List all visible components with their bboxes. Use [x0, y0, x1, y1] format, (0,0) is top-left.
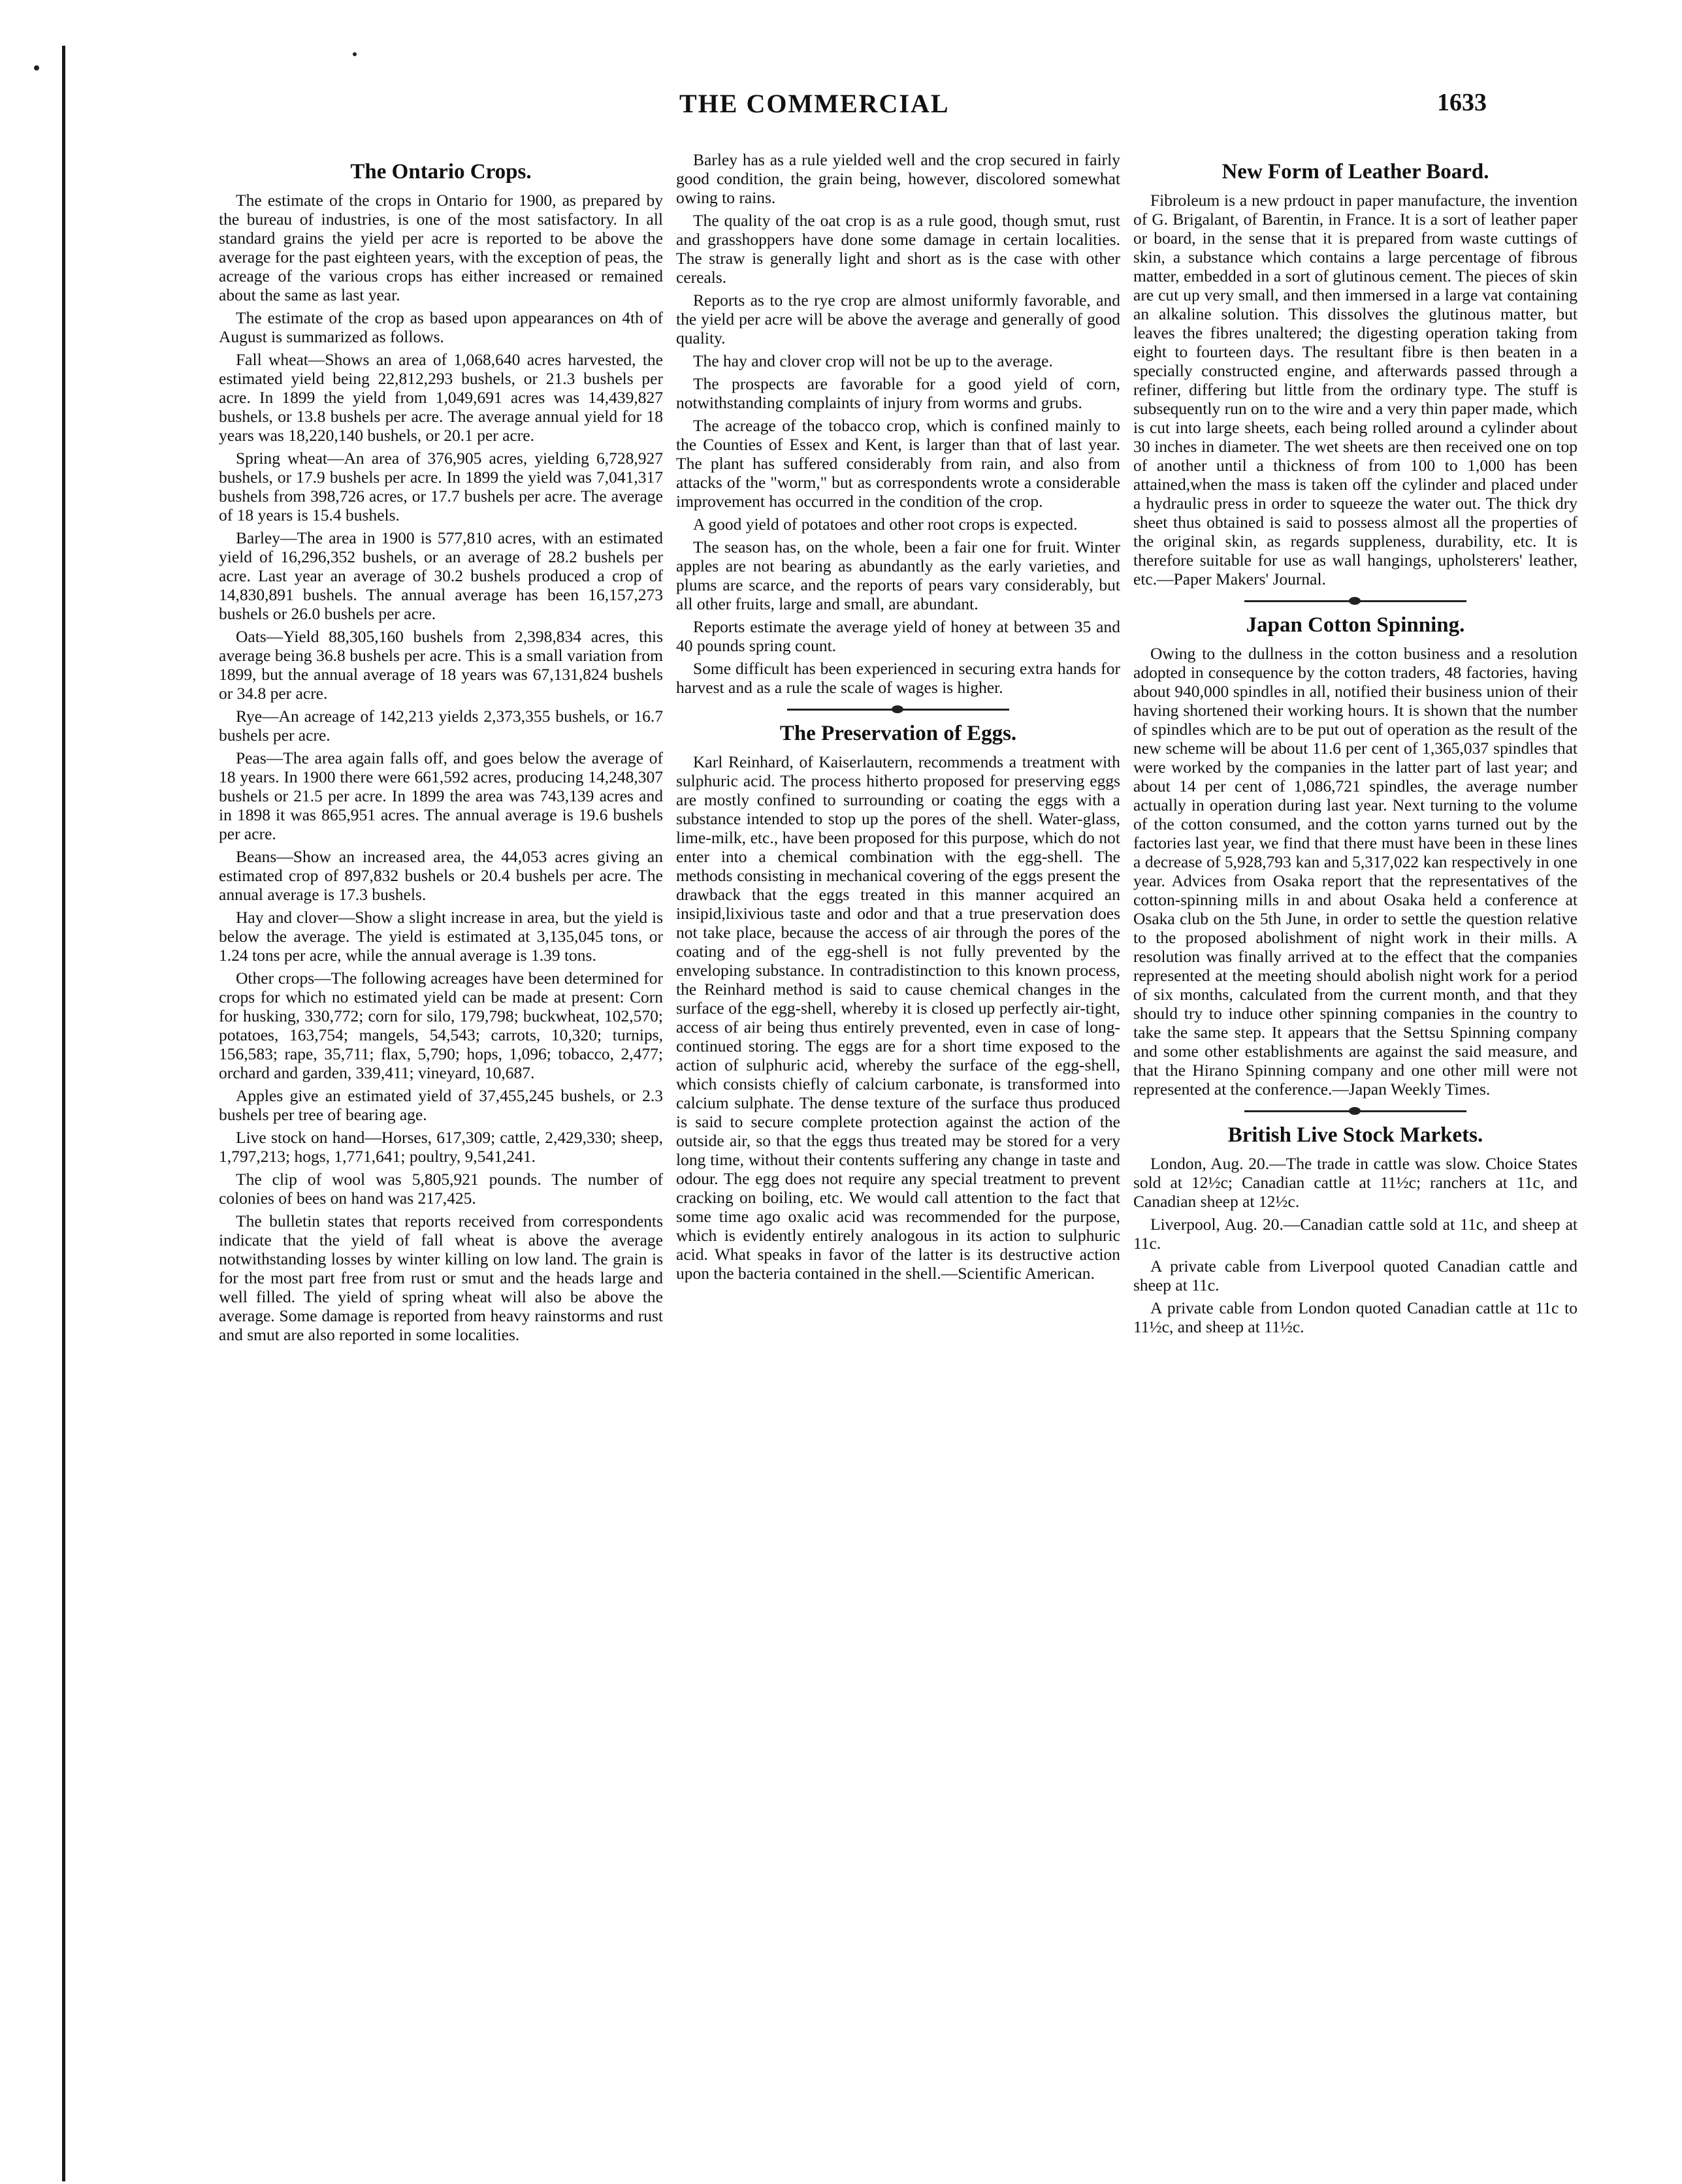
- page-header: [0, 88, 1682, 127]
- column-2: [676, 150, 1120, 1287]
- article-body: [219, 191, 663, 1344]
- paragraph: Peas—The area again falls off, and goes below the average of 18 years. In 1900 there were 661,592 acres, producing 14,248,307 bushels or 21.5 per acre. In 1899 the area was 743,139 acres and in 1898 it was 865,951 acres. The annual average is 19.6 bushels per acre.: [219, 748, 663, 843]
- paragraph: Fall wheat—Shows an area of 1,068,640 acres harvested, the estimated yield being 22,812,293 bushels, or 21.3 bushels per acre. In 1899 the yield from 1,049,691 acres was 14,439,827 bushels, or 13.8 bushels per acre. The average annual yield for 18 years was 18,220,140 bushels, or 20.1 per acre.: [219, 350, 663, 445]
- paragraph: Reports estimate the average yield of honey at between 35 and 40 pounds spring count.: [676, 617, 1120, 655]
- paragraph: A private cable from Liverpool quoted Canadian cattle and sheep at 11c.: [1133, 1257, 1577, 1294]
- paragraph: Hay and clover—Show a slight increase in area, but the yield is below the average. The yield is estimated at 3,135,045 tons, or 1.24 tons per acre, while the annual average is 1.39 tons.: [219, 908, 663, 965]
- paragraph: The hay and clover crop will not be up to the average.: [693, 351, 1053, 370]
- column-3: [1133, 150, 1577, 1340]
- paragraph: Fibroleum is a new prdouct in paper manufacture, the invention of G. Brigalant, of Barentin, in France. It is a sort of leather paper or board, in the sense that it is prepared from waste cuttings of skin, a substance which contains a large percentage of fibrous matter, embedded in a sort of glutinous cement. The pieces of skin are cut up very small, and then immersed in a large vat containing an alkaline solution. This dissolves the glutinous matter, but leaves the fibres unaltered; the digesting operation taking from eight to fourteen days. The resultant fibre is then beaten in a specially constructed engine, and afterwards passed through a refiner, differing but little from the ordinary type. The stuff is subsequently run on to the wire and a very thin paper made, which is cut into large sheets, each being rolled around a cylinder about 30 inches in diameter. The wet sheets are then received one on top of another until a thickness of from 100 to 1,000 has been attained,when the mass is taken off the cylinder and placed under a hydraulic press in order to squeeze the water out. The thick dry sheet thus obtained is said to possess almost all the properties of the original skin, as regards suppleness, durability, etc. It is therefore suitable for use as wall hangings, upholsterers' leather, etc.—Paper Makers' Journal.: [1133, 191, 1577, 588]
- article-heading: New Form of Leather Board.: [1221, 160, 1489, 184]
- article-heading: The Preservation of Eggs.: [779, 722, 1017, 745]
- page-number: 1633: [1437, 89, 1487, 116]
- paragraph: Liverpool, Aug. 20.—Canadian cattle sold at 11c, and sheep at 11c.: [1133, 1215, 1577, 1253]
- article-body: [676, 752, 1120, 1283]
- article-heading: British Live Stock Markets.: [1227, 1123, 1483, 1147]
- paragraph: The estimate of the crop as based upon appearances on 4th of August is summarized as follows.: [219, 308, 663, 346]
- publication-title: THE COMMERCIAL: [679, 89, 950, 118]
- binding-edge-rule: [62, 46, 65, 2181]
- article-body: [676, 150, 1120, 697]
- article-heading: Japan Cotton Spinning.: [1246, 613, 1465, 637]
- paragraph: The acreage of the tobacco crop, which is confined mainly to the Counties of Essex and Kent, is larger than that of last year. The plant has suffered considerably from rain, and also from attacks of the "worm," but as correspondents wrote a considerable improvement has occurred in the condition of the crop.: [676, 416, 1120, 511]
- paragraph: The clip of wool was 5,805,921 pounds. The number of colonies of bees on hand was 217,425.: [219, 1170, 663, 1208]
- paragraph: Other crops—The following acreages have been determined for crops for which no estimated yield can be made at present: Corn for husking, 330,772; corn for silo, 179,798; buckwheat, 102,570; potatoes, 163,754; mangels, 54,543; carrots, 10,320; turnips, 156,583; rape, 35,711; flax, 5,790; hops, 1,096; tobacco, 2,477; orchard and garden, 339,411; vineyard, 10,687.: [219, 969, 663, 1082]
- paragraph: The estimate of the crops in Ontario for 1900, as prepared by the bureau of industries, is one of the most satisfactory. In all standard grains the yield per acre is reported to be above the average for the past eighteen years, with the exception of peas, the acreage of the various crops has either increased or remained about the same as last year.: [219, 191, 663, 304]
- article-body: [1133, 644, 1577, 1099]
- print-speck: [34, 65, 39, 71]
- article-heading: The Ontario Crops.: [350, 160, 532, 184]
- paragraph: The prospects are favorable for a good yield of corn, notwithstanding complaints of injury from worms and grubs.: [676, 374, 1120, 412]
- section-divider: [787, 709, 1009, 711]
- paragraph: A good yield of potatoes and other root crops is expected.: [693, 515, 1078, 534]
- section-divider: [1244, 600, 1466, 602]
- paragraph: A private cable from London quoted Canadian cattle at 11c to 11½c, and sheep at 11½c.: [1133, 1298, 1577, 1336]
- paragraph: Beans—Show an increased area, the 44,053 acres giving an estimated crop of 897,832 bushels or 20.4 bushels per acre. The annual average is 17.3 bushels.: [219, 847, 663, 904]
- paragraph: The bulletin states that reports received from correspondents indicate that the yield of fall wheat is above the average notwithstanding losses by winter killing on low land. The grain is for the most part free from rust or smut and the heads large and well filled. The yield of spring wheat will also be above the average. Some damage is reported from heavy rainstorms and rust and smut are also reported in some localities.: [219, 1212, 663, 1344]
- paragraph: London, Aug. 20.—The trade in cattle was slow. Choice States sold at 12½c; Canadian cattle at 11½c; ranchers at 11c, and Canadian sheep at 12½c.: [1133, 1154, 1577, 1211]
- paragraph: Spring wheat—An area of 376,905 acres, yielding 6,728,927 bushels, or 17.9 bushels per acre. In 1899 the yield was 7,041,317 bushels from 398,726 acres, or 17.7 bushels per acre. The average of 18 years is 15.4 bushels.: [219, 449, 663, 524]
- paragraph: Owing to the dullness in the cotton business and a resolution adopted in consequence by the cotton traders, 48 factories, having about 940,000 spindles in all, notified their business union of their having shortened their working hours. It is shown that the number of spindles which are to be put out of operation as the result of the new scheme will be about 11.6 per cent of 1,365,037 spindles that were worked by the companies in the latter part of last year; and about 14 per cent of 1,086,721 spindles, the average number actually in operation during last year. Next turning to the volume of the cotton consumed, and the cotton yarns turned out by the factories last year, we find that there must have been in these lines a decrease of 5,928,793 kan and 5,317,022 kan respectively in one year. Advices from Osaka report that the representatives of the cotton-spinning mills in and about Osaka held a conference at Osaka club on the 5th June, in order to settle the question relative to the proposed abolishment of night work in their mills. A resolution was finally arrived at to the effect that the companies represented at the meeting should abolish night work for a period of six months, calculated from the current month, and that they should try to induce other spinning companies in the country to take the same step. It appears that the Settsu Spinning company and some other establishments are against the said measure, and that the Hirano Spinning company and one other mill were not represented at the conference.—Japan Weekly Times.: [1133, 644, 1577, 1099]
- paragraph: Some difficult has been experienced in securing extra hands for harvest and as a rule the scale of wages is higher.: [676, 659, 1120, 697]
- paragraph: Karl Reinhard, of Kaiserlautern, recommends a treatment with sulphuric acid. The process hitherto proposed for preserving eggs are mostly confined to surrounding or coating the eggs with a substance intended to stop up the pores of the shell. Water-glass, lime-milk, etc., have been proposed for this purpose, which do not enter into a chemical combination with the egg-shell. The methods consisting in mechanical covering of the eggs present the drawback that the eggs treated in this manner acquired an insipid,lixivious taste and odor and that a true preservation does not take place, because the access of air through the pores of the coating and of the egg-shell is not fully prevented by the enveloping substance. In contradistinction to this known process, the Reinhard method is said to cause chemical changes in the surface of the egg-shell, whereby it is closed up perfectly air-tight, access of air being thus entirely prevented, even in case of long-continued storing. The eggs are for a short time exposed to the action of sulphuric acid, whereby the surface of the egg-shell, which consists chiefly of calcium carbonate, is transformed into calcium sulphate. The dense texture of the surface thus produced is said to secure complete protection against the action of the outside air, so that the eggs thus treated may be stored for a very long time, without their contents suffering any change in taste and odour. The egg does not require any special treatment to prevent cracking on boiling, etc. We would call attention to the fact that some time ago oxalic acid was recommended for the purpose, which is evidently entirely analogous in its action to sulphuric acid. What speaks in favor of the latter is its destructive action upon the bacteria contained in the shell.—Scientific American.: [676, 752, 1120, 1283]
- paragraph: Oats—Yield 88,305,160 bushels from 2,398,834 acres, this average being 36.8 bushels per acre. This is a small variation from 1899, but the annual average of 18 years was 67,131,824 bushels or 34.8 per acre.: [219, 627, 663, 703]
- section-divider: [1244, 1110, 1466, 1112]
- paragraph: Reports as to the rye crop are almost uniformly favorable, and the yield per acre will be above the average and generally of good quality.: [676, 291, 1120, 347]
- article-body: [1133, 191, 1577, 588]
- paragraph: Barley—The area in 1900 is 577,810 acres, with an estimated yield of 16,296,352 bushels, or an average of 28.2 bushels per acre. Last year an average of 30.2 bushels produced a crop of 14,830,891 bushels. The annual average has been 16,157,273 bushels or 26.0 bushels per acre.: [219, 528, 663, 623]
- article-body: [1133, 1154, 1577, 1336]
- paragraph: Rye—An acreage of 142,213 yields 2,373,355 bushels, or 16.7 bushels per acre.: [219, 707, 663, 745]
- paragraph: Barley has as a rule yielded well and the crop secured in fairly good condition, the grain being, however, discolored somewhat owing to rains.: [676, 150, 1120, 207]
- paragraph: Apples give an estimated yield of 37,455,245 bushels, or 2.3 bushels per tree of bearing age.: [219, 1086, 663, 1124]
- paragraph: Live stock on hand—Horses, 617,309; cattle, 2,429,330; sheep, 1,797,213; hogs, 1,771,641; poultry, 9,541,241.: [219, 1128, 663, 1166]
- paragraph: The season has, on the whole, been a fair one for fruit. Winter apples are not bearing as abundantly as the early varieties, and plums are scarce, and the reports of pears vary considerably, but all other fruits, large and small, are abundant.: [676, 538, 1120, 613]
- paragraph: The quality of the oat crop is as a rule good, though smut, rust and grasshoppers have done some damage in certain localities. The straw is generally light and short as is the case with other cereals.: [676, 211, 1120, 287]
- column-1: [219, 150, 663, 1348]
- print-speck: [353, 52, 357, 56]
